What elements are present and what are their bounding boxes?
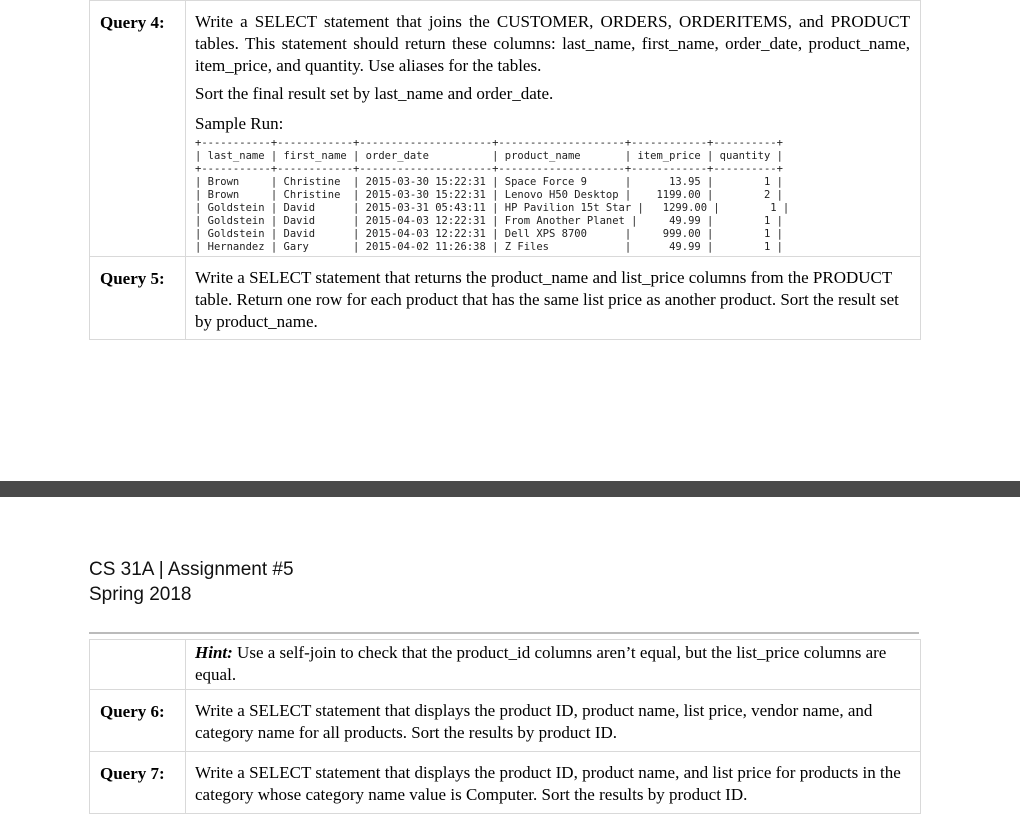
sample-run-title: Sample Run: <box>195 114 284 133</box>
query-5-text: Write a SELECT statement that returns the product_name and list_price columns from the PRODUCT table. Return one row for each product that has the same list price as another product. Sort the result set by product_name. <box>195 268 899 331</box>
page-separator <box>0 481 1020 497</box>
hint-text: Use a self-join to check that the product_id columns aren’t equal, but the list_price columns are equal. <box>195 643 887 684</box>
hint-row <box>90 640 921 690</box>
term-label: Spring 2018 <box>89 584 192 605</box>
query-table-top <box>89 0 921 340</box>
query-7-row <box>90 752 921 814</box>
query-7-text: Write a SELECT statement that displays the product ID, product name, and list price for products in the category whose category name value is Computer. Sort the results by product ID. <box>195 763 901 804</box>
course-title: CS 31A | Assignment #5 <box>89 559 294 580</box>
hint-label-cell <box>90 640 186 690</box>
query-6-content <box>186 690 921 752</box>
hint-label: Hint: <box>195 643 233 662</box>
query-5-content <box>186 257 921 340</box>
query-6-row <box>90 690 921 752</box>
query-6-text: Write a SELECT statement that displays the product ID, product name, list price, vendor name, and category name for all products. Sort the results by product ID. <box>195 701 873 742</box>
query-5-label: Query 5: <box>90 257 186 340</box>
query-4-label: Query 4: <box>90 1 186 257</box>
query-4-text: Write a SELECT statement that joins the CUSTOMER, ORDERS, ORDERITEMS, and PRODUCT tables. This statement should return these columns: last_name, first_name, order_date, product_name, item_price, and quantity. Use aliases for the tables. <box>195 12 910 75</box>
query-5-row <box>90 257 921 340</box>
query-6-label: Query 6: <box>90 690 186 752</box>
header-rule <box>89 632 919 634</box>
query-4-sort-text: Sort the final result set by last_name and order_date. <box>195 84 554 103</box>
sample-run-output: +-----------+------------+---------------------+--------------------+------------+----------+ | last_name | first_name | order_date | product_name | item_price | quantity | +-----------+------------+---------------------+--------------------+------------+----------+ | Brown | Christine | 2015-03-30 15:22:31 | Space Force 9 | 13.95 | 1 | | Brown | Christine | 2015-03-30 15:22:31 | Lenovo H50 Desktop | 1199.00 | 2 | | Goldstein | David | 2015-03-31 05:43:11 | HP Pavilion 15t Star | 1299.00 | 1 | | Goldstein | David | 2015-04-03 12:22:31 | From Another Planet | 49.99 | 1 | | Goldstein | David | 2015-04-03 12:22:31 | Dell XPS 8700 | 999.00 | 1 | | Hernandez | Gary | 2015-04-02 11:26:38 | Z Files | 49.99 | 1 | <box>195 137 790 253</box>
query-7-label: Query 7: <box>90 752 186 814</box>
query-4-content <box>186 1 921 257</box>
hint-content <box>186 640 921 690</box>
query-table-bottom <box>89 639 921 814</box>
query-7-content <box>186 752 921 814</box>
document-page-2 <box>0 497 1020 816</box>
query-4-row <box>90 1 921 257</box>
page-header <box>89 557 294 607</box>
